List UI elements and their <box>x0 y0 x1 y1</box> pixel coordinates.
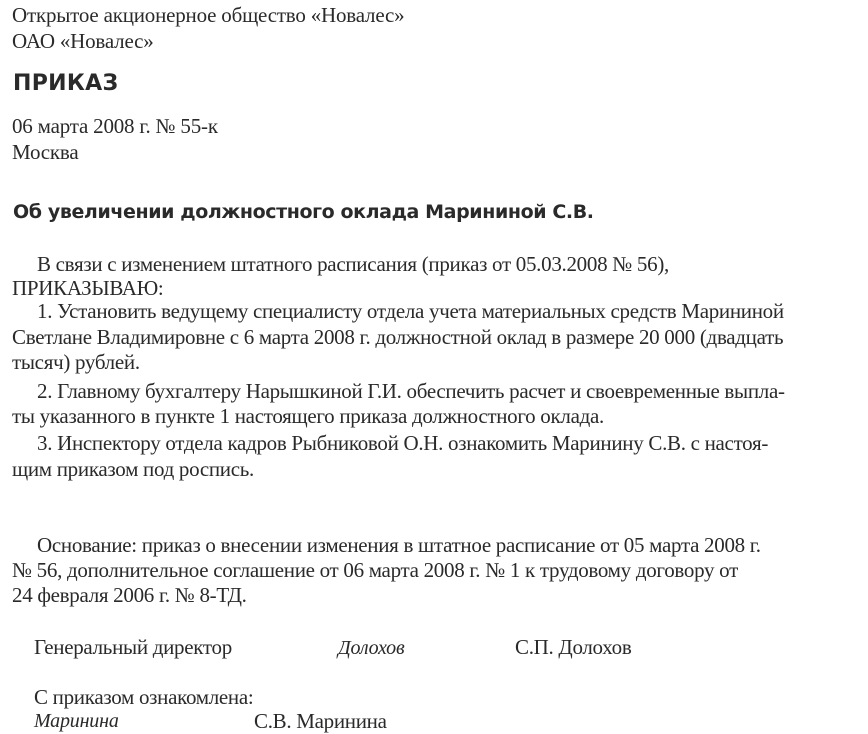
order-item-2-line-2: ты указанного в пункте 1 настоящего приказа должностного оклада. <box>12 404 604 428</box>
acknowledgement-name: С.В. Маринина <box>254 709 387 733</box>
basis-line-1: Основание: приказ о внесении изменения в штатное расписание от 05 марта 2008 г. <box>37 533 761 557</box>
signatory-signature: Долохов <box>338 637 405 659</box>
acknowledgement-signature: Маринина <box>34 710 119 732</box>
document-city: Москва <box>12 140 79 164</box>
document-subject: Об увеличении должностного оклада Марининой С.В. <box>13 201 594 223</box>
acknowledgement-label: С приказом ознакомлена: <box>34 685 254 709</box>
signatory-position: Генеральный директор <box>34 635 232 659</box>
document-title: ПРИКАЗ <box>13 71 119 96</box>
order-item-1-line-1: 1. Установить ведущему специалисту отдела учета материальных средств Марининой <box>37 299 784 323</box>
order-item-2-line-1: 2. Главному бухгалтеру Нарышкиной Г.И. обеспечить расчет и своевременные выпла- <box>37 379 785 403</box>
document-date-number: 06 марта 2008 г. № 55-к <box>12 114 218 138</box>
order-item-1-line-3: тысяч) рублей. <box>12 350 140 374</box>
order-item-3-line-1: 3. Инспектору отдела кадров Рыбниковой О.Н. ознакомить Маринину С.В. с настоя- <box>37 431 769 455</box>
body-intro: В связи с изменением штатного расписания (приказ от 05.03.2008 № 56), <box>37 252 669 276</box>
order-item-1-line-2: Светлане Владимировне с 6 марта 2008 г. должностной оклад в размере 20 000 (двадцать <box>12 325 784 349</box>
basis-line-2: № 56, дополнительное соглашение от 06 марта 2008 г. № 1 к трудовому договору от <box>12 558 738 582</box>
order-item-3-line-2: щим приказом под роспись. <box>12 457 254 481</box>
signatory-name: С.П. Долохов <box>515 635 632 659</box>
organization-full-name: Открытое акционерное общество «Новалес» <box>12 3 405 27</box>
body-order-word: ПРИКАЗЫВАЮ: <box>12 276 164 300</box>
organization-short-name: ОАО «Новалес» <box>12 29 154 53</box>
basis-line-3: 24 февраля 2006 г. № 8-ТД. <box>12 583 247 607</box>
